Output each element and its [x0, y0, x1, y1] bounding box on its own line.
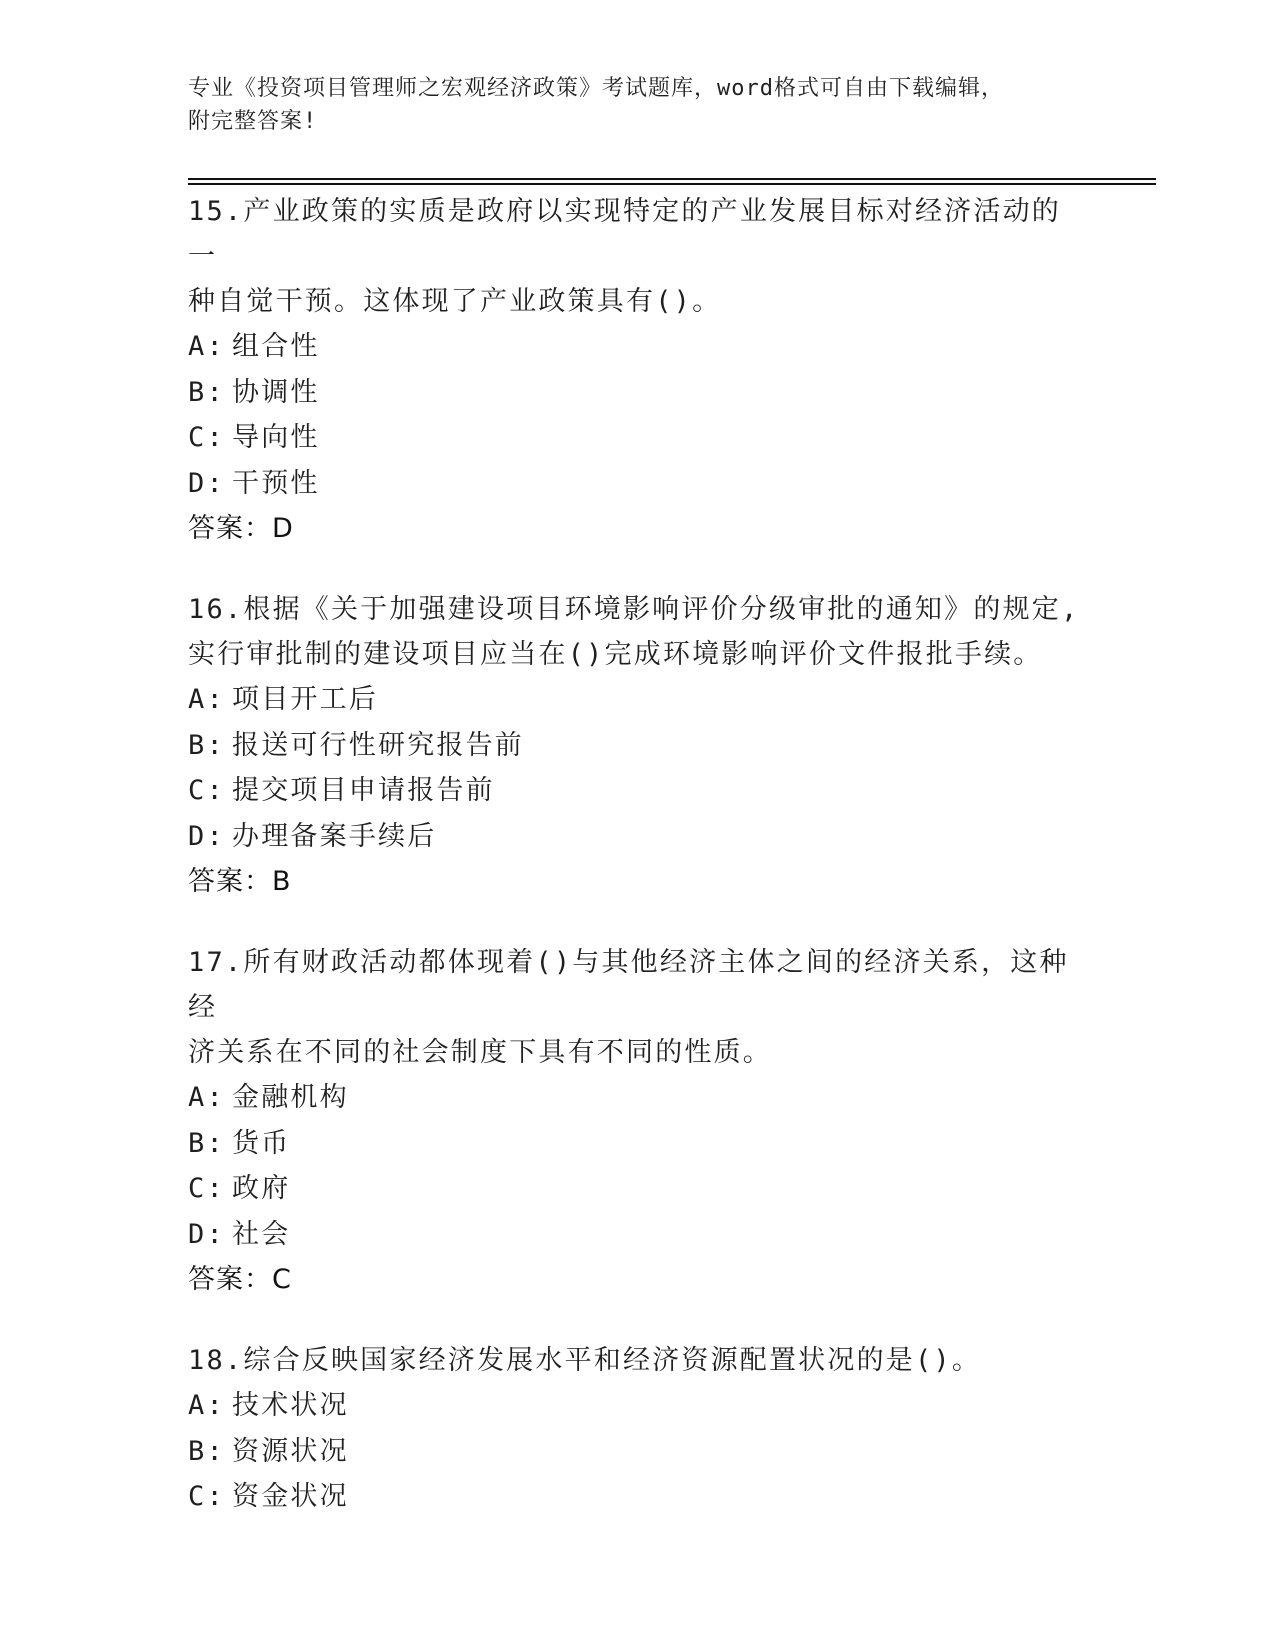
- option-c: [188, 1474, 1088, 1520]
- option-d: [188, 1212, 1088, 1258]
- option-text: 组合性: [232, 331, 320, 362]
- option-text: 货币: [232, 1127, 291, 1159]
- question-18: [188, 1338, 1088, 1520]
- option-text: 干预性: [232, 467, 320, 499]
- option-text: 资源状况: [232, 1435, 349, 1467]
- header-line-2: 附完整答案!: [188, 109, 318, 134]
- option-letter: B:: [188, 1127, 225, 1159]
- option-d: [188, 814, 1088, 860]
- option-b: [188, 370, 1088, 416]
- option-letter: B:: [188, 729, 225, 761]
- option-b: [188, 1121, 1088, 1167]
- option-a: [188, 324, 1088, 370]
- option-letter: A:: [188, 684, 225, 715]
- option-text: 资金状况: [232, 1481, 349, 1512]
- option-letter: A:: [188, 1390, 225, 1421]
- option-c: [188, 768, 1088, 814]
- answer-line: 答案：B: [188, 866, 292, 897]
- question-17: [188, 940, 1088, 1303]
- option-text: 报送可行性研究报告前: [232, 729, 524, 761]
- question-stem-line: 济关系在不同的社会制度下具有不同的性质。: [188, 1037, 772, 1068]
- question-stem-line: 实行审批制的建设项目应当在()完成环境影响评价文件报批手续。: [188, 639, 1043, 670]
- option-c: [188, 1166, 1088, 1212]
- answer-line: 答案：D: [188, 513, 294, 544]
- option-letter: D:: [188, 467, 225, 499]
- option-letter: A:: [188, 331, 225, 362]
- question-stem-line: 17.所有财政活动都体现着()与其他经济主体之间的经济关系，这种经: [188, 947, 1069, 1023]
- option-text: 金融机构: [232, 1082, 349, 1113]
- option-text: 社会: [232, 1218, 291, 1250]
- option-text: 办理备案手续后: [232, 820, 437, 852]
- option-d: [188, 461, 1088, 507]
- option-letter: D:: [188, 1218, 225, 1250]
- question-stem-line: 种自觉干预。这体现了产业政策具有()。: [188, 286, 722, 317]
- question-list: [188, 189, 1088, 1555]
- option-text: 导向性: [232, 422, 320, 453]
- option-text: 政府: [232, 1173, 291, 1204]
- option-letter: C:: [188, 1173, 225, 1204]
- question-stem-line: 18.综合反映国家经济发展水平和经济资源配置状况的是()。: [188, 1345, 982, 1376]
- question-stem-line: 16.根据《关于加强建设项目环境影响评价分级审批的通知》的规定,: [188, 594, 1080, 625]
- question-16: [188, 587, 1088, 905]
- header-divider-bottom: [188, 183, 1156, 185]
- option-letter: B:: [188, 1435, 225, 1467]
- header-line-1: 专业《投资项目管理师之宏观经济政策》考试题库，word格式可自由下载编辑，: [188, 76, 1004, 101]
- document-header: [188, 72, 1088, 138]
- option-letter: C:: [188, 775, 225, 806]
- option-letter: C:: [188, 1481, 225, 1512]
- question-stem-line: 15.产业政策的实质是政府以实现特定的产业发展目标对经济活动的一: [188, 196, 1061, 272]
- option-a: [188, 1075, 1088, 1121]
- option-letter: B:: [188, 376, 225, 408]
- option-letter: C:: [188, 422, 225, 453]
- option-b: [188, 723, 1088, 769]
- option-b: [188, 1429, 1088, 1475]
- question-15: [188, 189, 1088, 552]
- option-c: [188, 415, 1088, 461]
- option-a: [188, 1383, 1088, 1429]
- option-letter: A:: [188, 1082, 225, 1113]
- option-text: 协调性: [232, 376, 320, 408]
- header-divider-top: [188, 178, 1156, 180]
- option-letter: D:: [188, 820, 225, 852]
- option-text: 技术状况: [232, 1390, 349, 1421]
- option-a: [188, 677, 1088, 723]
- answer-line: 答案：C: [188, 1264, 292, 1295]
- option-text: 项目开工后: [232, 684, 378, 715]
- option-text: 提交项目申请报告前: [232, 775, 495, 806]
